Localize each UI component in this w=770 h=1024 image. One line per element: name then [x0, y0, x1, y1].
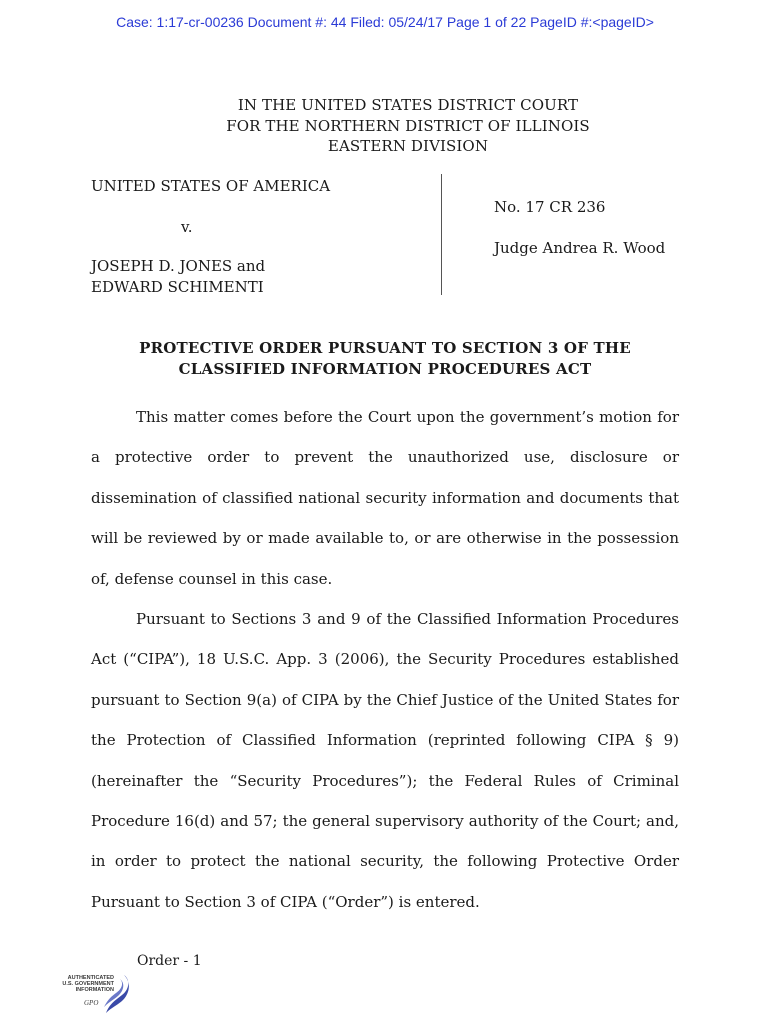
order-title-line-2: CLASSIFIED INFORMATION PROCEDURES ACT — [178, 359, 592, 378]
logo-text-line-3: INFORMATION — [75, 987, 114, 993]
case-caption-parties — [91, 176, 421, 297]
gpo-mark: GPO — [84, 999, 99, 1007]
plaintiff: UNITED STATES OF AMERICA — [91, 177, 331, 195]
judge-name: Judge Andrea R. Wood — [494, 238, 666, 257]
paragraph: Pursuant to Sections 3 and 9 of the Classified Information Procedures Act (“CIPA”), 18 U.S.C. App. 3 (2006), the Security Procedures established pursuant to Section 9(a) of CIPA by the Chief Justice of the United States for the Protection of Classified Information (reprinted following CIPA § 9) (hereinafter the “Security Procedures”); the Federal Rules of Criminal Procedure 16(d) and 57; the general supervisory authority of the Court; and, in order to protect the national security, the following Protective Order Pursuant to Section 3 of CIPA (“Order”) is entered. — [91, 610, 679, 911]
versus: v. — [181, 217, 193, 236]
order-title — [0, 338, 770, 379]
case-number: No. 17 CR 236 — [494, 198, 606, 216]
order-title-line-1: PROTECTIVE ORDER PURSUANT TO SECTION 3 OF THE — [139, 339, 631, 357]
court-district: FOR THE NORTHERN DISTRICT OF ILLINOIS — [226, 116, 590, 135]
order-body — [91, 397, 679, 922]
court-name: IN THE UNITED STATES DISTRICT COURT — [237, 96, 579, 114]
eagle-icon — [102, 973, 132, 1017]
logo-text-line-1: AUTHENTICATED — [67, 975, 114, 981]
logo-text-line-2: U.S. GOVERNMENT — [62, 981, 114, 987]
defendant-line-1: JOSEPH D. JONES and — [91, 257, 266, 275]
court-heading — [0, 95, 770, 157]
gpo-authentication-logo — [44, 973, 134, 1019]
court-division: EASTERN DIVISION — [327, 137, 489, 155]
page-footer: Order - 1 — [137, 953, 202, 969]
defendant-line-2: EDWARD SCHIMENTI — [91, 277, 264, 296]
case-header-stamp: Case: 1:17-cr-00236 Document #: 44 Filed: 05/24/17 Page 1 of 22 PageID #:<pageID> — [116, 14, 654, 30]
caption-divider — [441, 174, 442, 295]
case-caption-details — [494, 197, 734, 258]
paragraph: This matter comes before the Court upon the government’s motion for a protective order to prevent the unauthorized use, disclosure or dissemination of classified national security information and documents that will be reviewed by or made available to, or are otherwise in the possession of, defense counsel in this case. — [91, 408, 679, 588]
